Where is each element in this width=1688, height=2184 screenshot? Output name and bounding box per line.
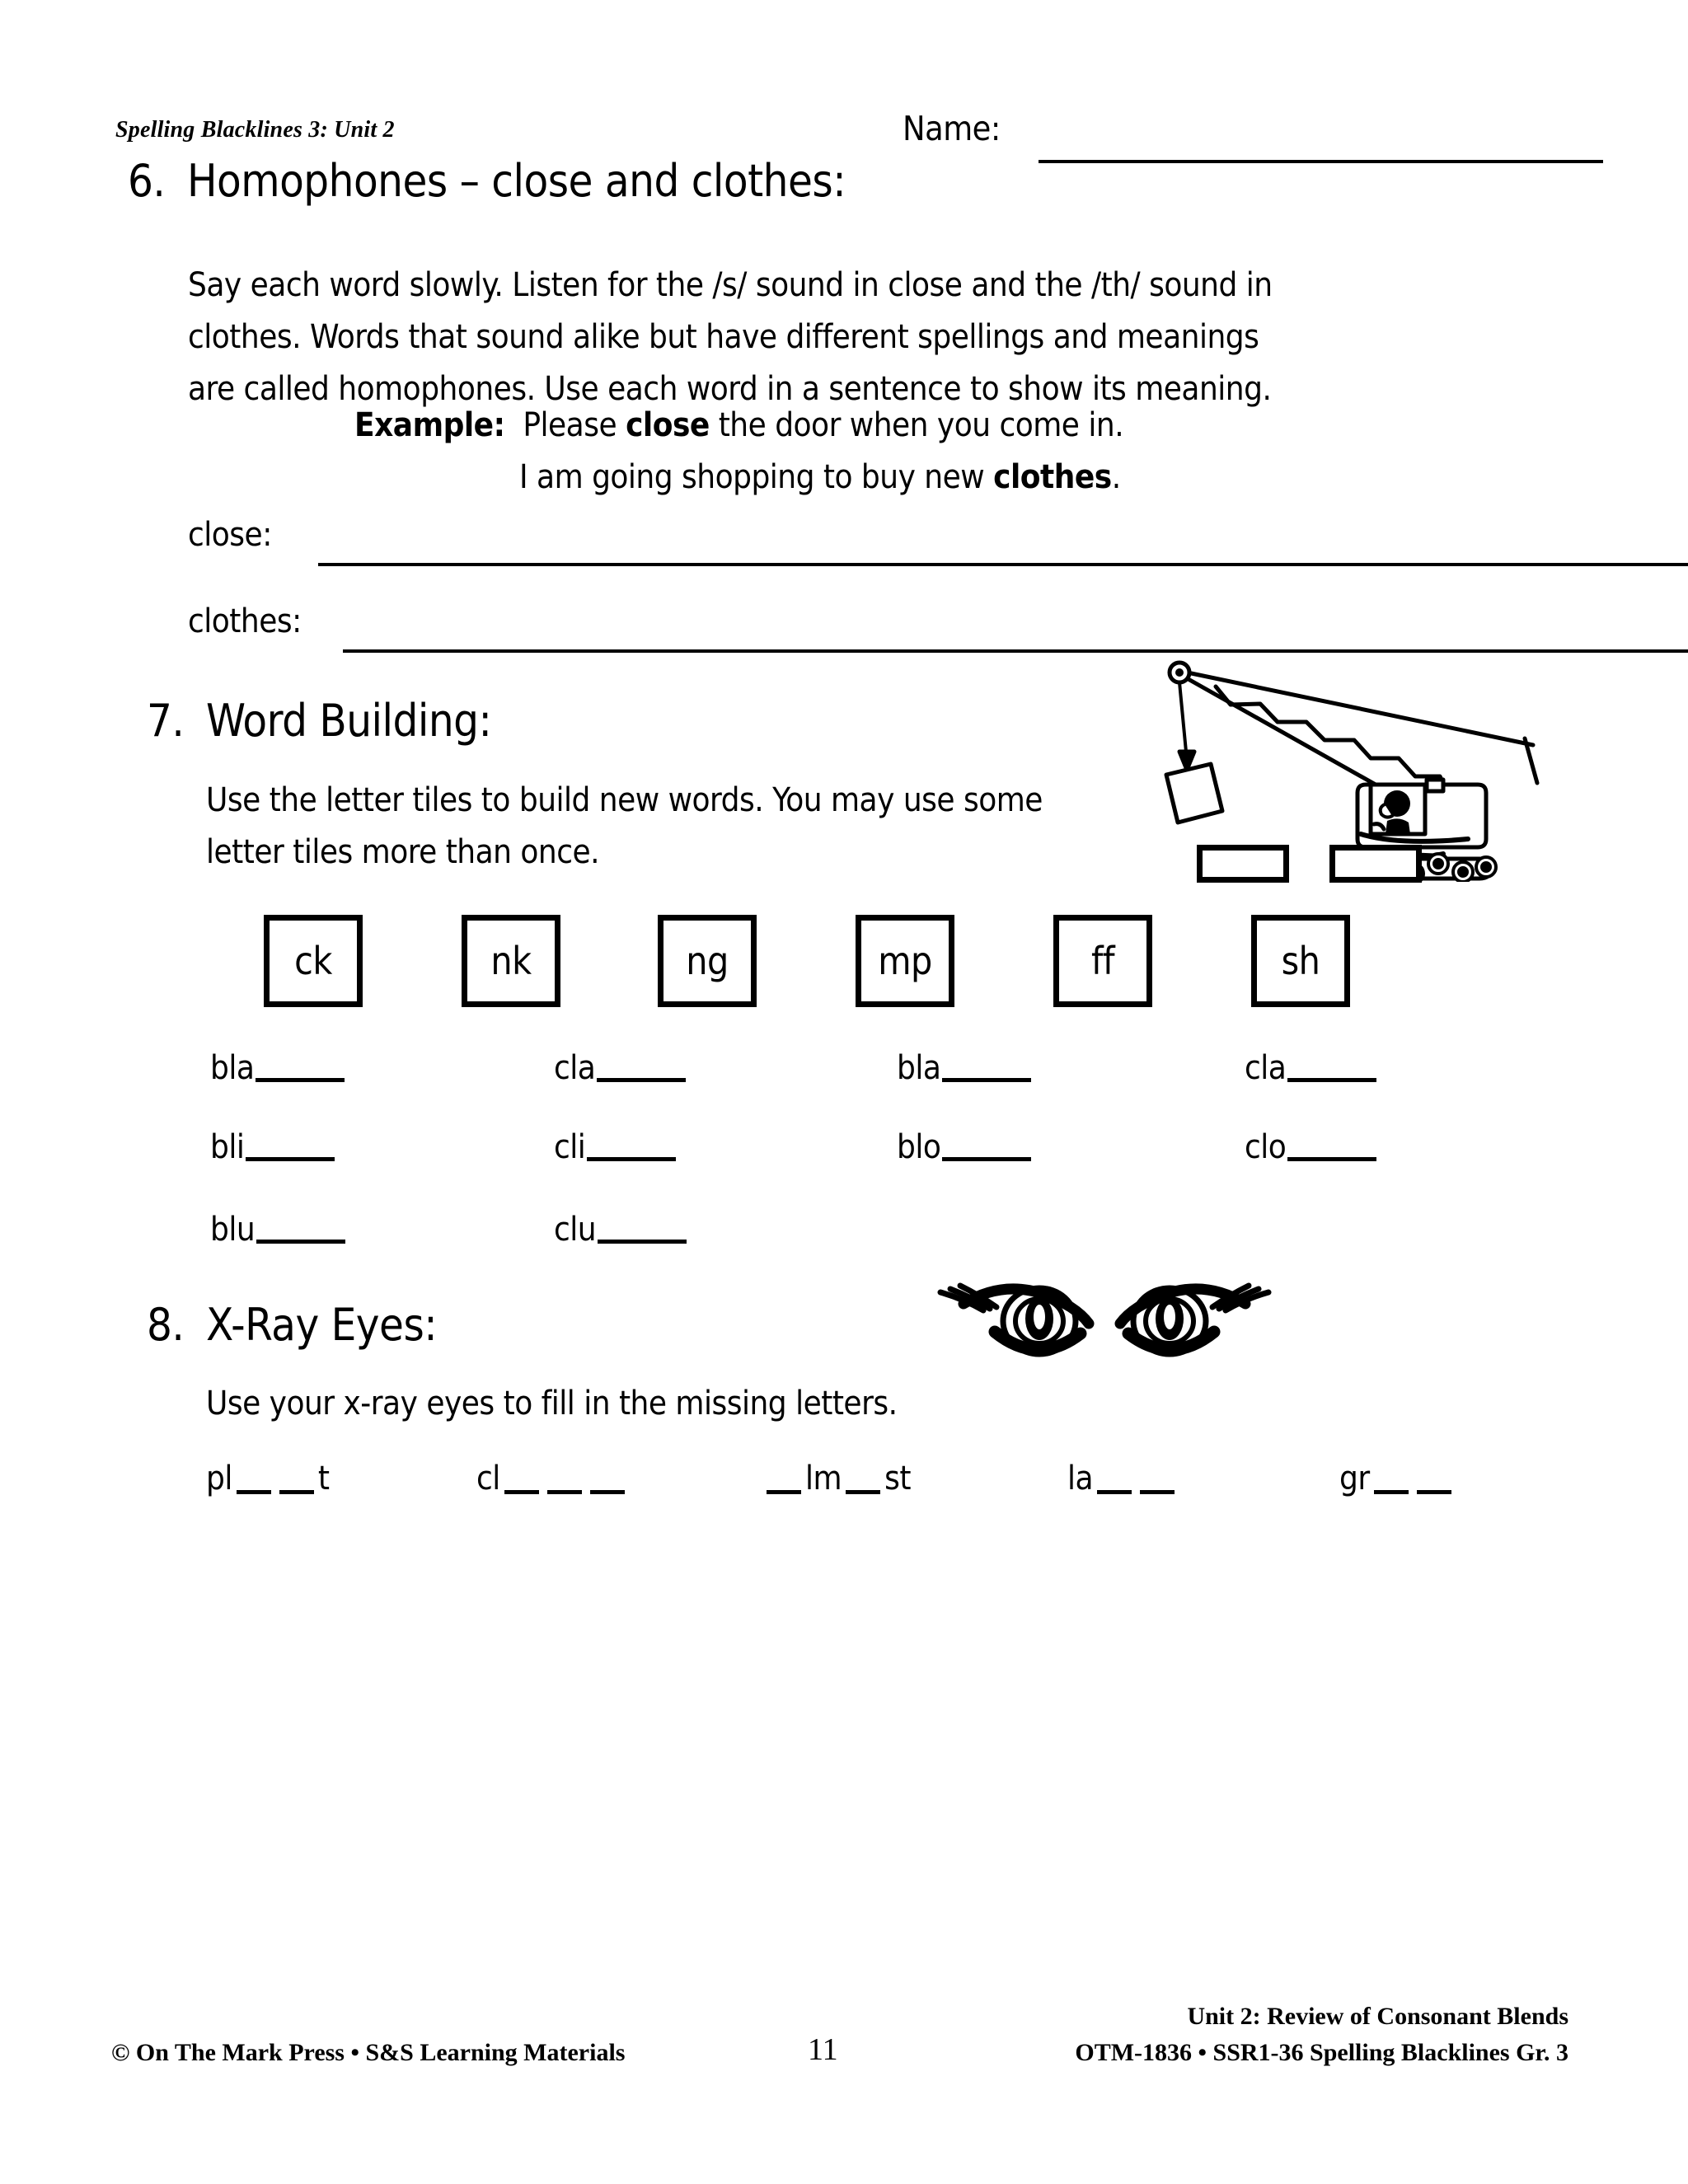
word-stem-cla-1-label: cla — [554, 1049, 596, 1087]
xray-puzzle-1-blank-2[interactable] — [279, 1490, 314, 1494]
xray-puzzle-1[interactable] — [206, 1459, 329, 1498]
word-stem-cli-blank[interactable] — [587, 1157, 676, 1161]
section-7-number: 7. — [147, 695, 185, 747]
section-6-instructions — [188, 260, 1540, 415]
section-6-number: 6. — [128, 155, 166, 207]
answer-label-close: close: — [188, 516, 272, 554]
xray-puzzle-3-suffix: st — [884, 1460, 911, 1497]
answer-line-close[interactable] — [318, 563, 1688, 566]
letter-tile-sh[interactable] — [1251, 915, 1350, 1007]
xray-puzzle-3-blank-2[interactable] — [846, 1490, 880, 1494]
xray-puzzle-2-blank-1[interactable] — [504, 1490, 539, 1494]
letter-tile-mp-label: mp — [878, 939, 932, 983]
word-stem-cla-2-label: cla — [1245, 1049, 1287, 1087]
section-6-example-line-2 — [519, 452, 1121, 504]
word-stem-cla-2-blank[interactable] — [1287, 1078, 1376, 1082]
letter-tile-ng-label: ng — [686, 939, 729, 983]
word-stem-blu-label: blu — [210, 1211, 256, 1249]
word-stem-clo[interactable] — [1245, 1127, 1376, 1167]
xray-puzzle-5-blank-1[interactable] — [1374, 1490, 1409, 1494]
word-stem-cla-1[interactable] — [554, 1048, 686, 1088]
xray-puzzle-5-blank-2[interactable] — [1417, 1490, 1451, 1494]
xray-puzzle-1-suffix: t — [317, 1460, 330, 1497]
word-stem-cla-1-blank[interactable] — [597, 1078, 686, 1082]
word-stem-bli-blank[interactable] — [246, 1157, 335, 1161]
letter-tile-nk-label: nk — [490, 939, 532, 983]
word-stem-cli-label: cli — [554, 1128, 586, 1166]
letter-tile-nk[interactable] — [462, 915, 560, 1007]
example-label: Example: — [354, 406, 505, 444]
xray-puzzle-4-blank-1[interactable] — [1097, 1490, 1132, 1494]
example-sentence-2-pre: I am going shopping to buy new — [519, 458, 994, 496]
word-stem-cla-2[interactable] — [1245, 1048, 1376, 1088]
name-field-group — [903, 109, 1562, 166]
name-input-line[interactable] — [1039, 160, 1603, 163]
xray-puzzle-1-blank-1[interactable] — [237, 1490, 271, 1494]
word-stem-clo-label: clo — [1245, 1128, 1287, 1166]
answer-label-clothes: clothes: — [188, 602, 302, 640]
answer-row-clothes — [188, 602, 1523, 654]
word-stem-bla-2-blank[interactable] — [942, 1078, 1031, 1082]
word-stem-bla-1-blank[interactable] — [256, 1078, 345, 1082]
letter-tile-mp[interactable] — [856, 915, 954, 1007]
worksheet-tag: Spelling Blacklines 3: Unit 2 — [115, 117, 395, 143]
word-stem-blo[interactable] — [897, 1127, 1031, 1167]
word-stem-bla-2-label: bla — [897, 1049, 941, 1087]
section-6-heading — [128, 157, 846, 206]
word-stem-clu[interactable] — [554, 1210, 687, 1249]
letter-block-left — [1197, 845, 1289, 883]
example-sentence-1-post: the door when you come in. — [709, 406, 1124, 444]
section-8-heading — [147, 1301, 437, 1350]
letter-block-right — [1329, 845, 1422, 883]
footer-unit-line: Unit 2: Review of Consonant Blends — [1187, 2003, 1568, 2030]
xray-puzzle-2-blank-3[interactable] — [590, 1490, 625, 1494]
example-gap — [504, 406, 523, 444]
section-8-number: 8. — [147, 1299, 185, 1351]
xray-puzzle-3-blank-1[interactable] — [767, 1490, 801, 1494]
name-label: Name: — [903, 109, 1001, 148]
letter-tile-ff[interactable] — [1053, 915, 1152, 1007]
word-stem-clo-blank[interactable] — [1287, 1157, 1376, 1161]
letter-tile-ck-label: ck — [294, 939, 332, 983]
xray-puzzle-3-mid: lm — [805, 1460, 842, 1497]
word-stem-clu-blank[interactable] — [598, 1240, 687, 1244]
word-stem-blo-label: blo — [897, 1128, 941, 1166]
word-stem-blo-blank[interactable] — [942, 1157, 1031, 1161]
section-7-heading — [147, 696, 491, 746]
xray-puzzle-4-prefix: la — [1067, 1460, 1094, 1497]
word-stem-bla-1[interactable] — [210, 1048, 345, 1088]
xray-puzzle-5-prefix: gr — [1339, 1460, 1370, 1497]
letter-tile-ff-label: ff — [1090, 939, 1115, 983]
word-stem-bla-2[interactable] — [897, 1048, 1031, 1088]
footer-code-line: OTM-1836 • SSR1-36 Spelling Blacklines Gr. 3 — [1075, 2039, 1568, 2066]
example-sentence-1-keyword: close — [626, 406, 710, 444]
letter-tile-ck[interactable] — [264, 915, 363, 1007]
letter-tile-sh-label: sh — [1281, 939, 1320, 983]
answer-row-close — [188, 515, 1523, 568]
xray-puzzle-3[interactable] — [762, 1459, 911, 1498]
letter-tile-row — [264, 915, 1335, 1014]
example-sentence-2-post: . — [1111, 458, 1121, 496]
xray-puzzle-2[interactable] — [476, 1459, 629, 1498]
word-stem-cli[interactable] — [554, 1127, 676, 1167]
xray-puzzle-4[interactable] — [1067, 1459, 1179, 1498]
page-footer — [0, 1994, 1688, 2102]
section-7-instructions-line-1: Use the letter tiles to build new words. You may use some — [206, 781, 1043, 819]
word-stem-clu-label: clu — [554, 1211, 597, 1249]
word-stem-blu-blank[interactable] — [256, 1240, 345, 1244]
footer-copyright: © On The Mark Press • S&S Learning Materials — [111, 2039, 626, 2066]
xray-puzzle-5[interactable] — [1339, 1459, 1456, 1498]
section-6-title: Homophones – close and clothes: — [187, 155, 846, 207]
section-7-instructions-line-2: letter tiles more than once. — [206, 833, 600, 871]
letter-tile-ng[interactable] — [658, 915, 757, 1007]
xray-puzzle-4-blank-2[interactable] — [1140, 1490, 1175, 1494]
word-stem-bla-1-label: bla — [210, 1049, 255, 1087]
xray-puzzle-2-blank-2[interactable] — [547, 1490, 582, 1494]
section-8-instructions-line-1: Use your x-ray eyes to fill in the missing letters. — [206, 1385, 898, 1422]
xray-puzzle-2-prefix: cl — [476, 1460, 500, 1497]
word-stem-bli[interactable] — [210, 1127, 335, 1167]
section-6-instructions-line-2: clothes. Words that sound alike but have different spellings and meanings — [188, 318, 1259, 356]
section-8-title: X-Ray Eyes: — [206, 1299, 438, 1351]
eyes-icon — [935, 1253, 1273, 1360]
example-sentence-2-keyword: clothes — [993, 458, 1112, 496]
section-6-instructions-line-1: Say each word slowly. Listen for the /s/ sound in close and the /th/ sound in — [188, 266, 1273, 304]
xray-puzzle-1-prefix: pl — [206, 1460, 232, 1497]
section-7-title: Word Building: — [206, 695, 492, 747]
word-stem-blu[interactable] — [210, 1210, 345, 1249]
answer-line-clothes[interactable] — [343, 649, 1688, 653]
footer-page-number: 11 — [808, 2032, 838, 2067]
section-8-instructions — [206, 1378, 898, 1430]
section-7-instructions — [206, 775, 1146, 879]
section-6-example-line-1 — [354, 400, 1123, 452]
section-6-instructions-line-3: are called homophones. Use each word in a sentence to show its meaning. — [188, 370, 1272, 408]
example-sentence-1-pre: Please — [523, 406, 626, 444]
word-stem-bli-label: bli — [210, 1128, 245, 1166]
